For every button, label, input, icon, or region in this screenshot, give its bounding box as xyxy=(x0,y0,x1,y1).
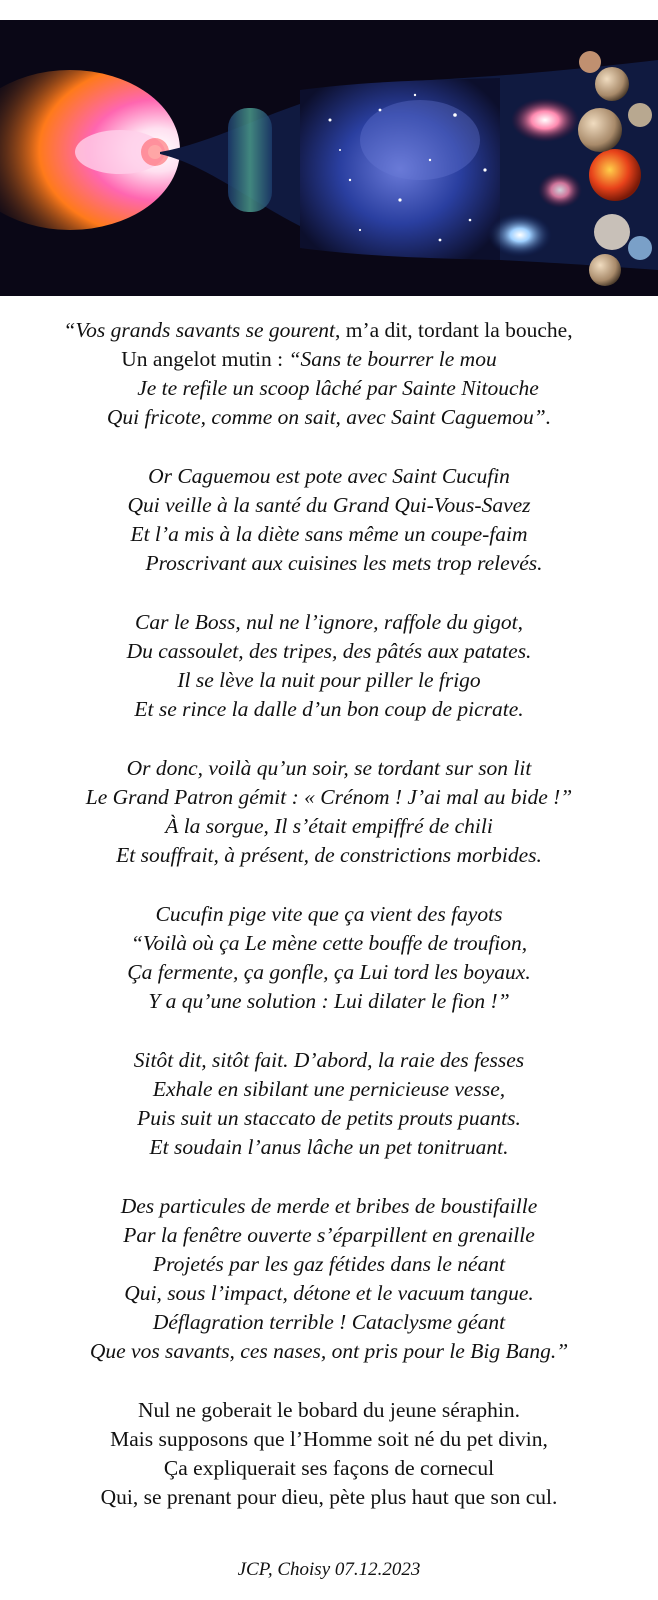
stanza-8 xyxy=(0,1396,658,1512)
poem-line xyxy=(0,345,658,374)
poem-line: Or donc, voilà qu’un soir, se tordant sur son lit xyxy=(126,756,532,780)
poem xyxy=(0,316,658,1542)
poem-line: Des particules de merde et bribes de boustifaille xyxy=(120,1194,538,1218)
poem-line: Proscrivant aux cuisines les mets trop relevés. xyxy=(145,551,543,575)
poem-line-part: “Sans te bourrer le mou xyxy=(288,347,497,371)
signature: JCP, Choisy 07.12.2023 xyxy=(237,1559,421,1580)
poem-line: Ça expliquerait ses façons de cornecul xyxy=(163,1456,495,1480)
poem-line-part: Un angelot mutin : xyxy=(121,347,289,371)
stanza-3 xyxy=(0,608,658,724)
poem-line: Et se rince la dalle d’un bon coup de picrate. xyxy=(134,697,524,721)
poem-line xyxy=(0,316,658,345)
poem-line: Projetés par les gaz fétides dans le néant xyxy=(152,1252,506,1276)
poem-line-part: , m’a dit, tordant la bouche, xyxy=(334,318,573,342)
poem-line: Que vos savants, ces nases, ont pris pour le Big Bang.” xyxy=(89,1339,569,1363)
poem-line: Le Grand Patron gémit : « Crénom ! J’ai mal au bide !” xyxy=(85,785,573,809)
stanza-4 xyxy=(0,754,658,870)
poem-line: Cucufin pige vite que ça vient des fayots xyxy=(155,902,503,926)
poem-line: Nul ne goberait le bobard du jeune séraphin. xyxy=(137,1398,521,1422)
poem-line: Qui veille à la santé du Grand Qui-Vous-Savez xyxy=(127,493,531,517)
poem-line: Exhale en sibilant une pernicieuse vesse, xyxy=(152,1077,506,1101)
poem-line: Et soudain l’anus lâche un pet tonitruant. xyxy=(149,1135,509,1159)
poem-line: Par la fenêtre ouverte s’éparpillent en grenaille xyxy=(123,1223,535,1247)
stanza-6 xyxy=(0,1046,658,1162)
poem-line: Qui fricote, comme on sait, avec Saint Caguemou”. xyxy=(106,405,552,429)
poem-line: Mais supposons que l’Homme soit né du pet divin, xyxy=(110,1427,548,1451)
poem-line: Du cassoulet, des tripes, des pâtés aux patates. xyxy=(126,639,532,663)
poem-line: Déflagration terrible ! Cataclysme géant xyxy=(152,1310,506,1334)
stanza-5 xyxy=(0,900,658,1016)
poem-line: Sitôt dit, sitôt fait. D’abord, la raie des fesses xyxy=(133,1048,525,1072)
poem-line: Car le Boss, nul ne l’ignore, raffole du gigot, xyxy=(135,610,523,634)
poem-line: Qui, se prenant pour dieu, pète plus haut que son cul. xyxy=(100,1485,558,1509)
poem-line: Et souffrait, à présent, de constrictions morbides. xyxy=(116,843,542,867)
poem-line: Ça fermente, ça gonfle, ça Lui tord les boyaux. xyxy=(127,960,531,984)
stanza-1 xyxy=(0,316,658,432)
poem-line: Or Caguemou est pote avec Saint Cucufin xyxy=(148,464,510,488)
big-bang-illustration xyxy=(0,20,658,296)
poem-line: Qui, sous l’impact, détone et le vacuum tangue. xyxy=(124,1281,534,1305)
poem-line: Y a qu’une solution : Lui dilater le fion !” xyxy=(148,989,510,1013)
poem-line: À la sorgue, Il s’était empiffré de chili xyxy=(165,814,493,838)
poem-line: “Voilà où ça Le mène cette bouffe de troufion, xyxy=(130,931,528,955)
poem-line: Puis suit un staccato de petits prouts puants. xyxy=(137,1106,521,1130)
poem-line: Et l’a mis à la diète sans même un coupe-faim xyxy=(130,522,528,546)
stanza-2 xyxy=(0,462,658,578)
poem-line-part: “Vos grands savants se gourent xyxy=(63,318,335,342)
poem-line: Il se lève la nuit pour piller le frigo xyxy=(177,668,481,692)
stanza-7 xyxy=(0,1192,658,1366)
poem-line: Je te refile un scoop lâché par Sainte Nitouche xyxy=(137,376,539,400)
